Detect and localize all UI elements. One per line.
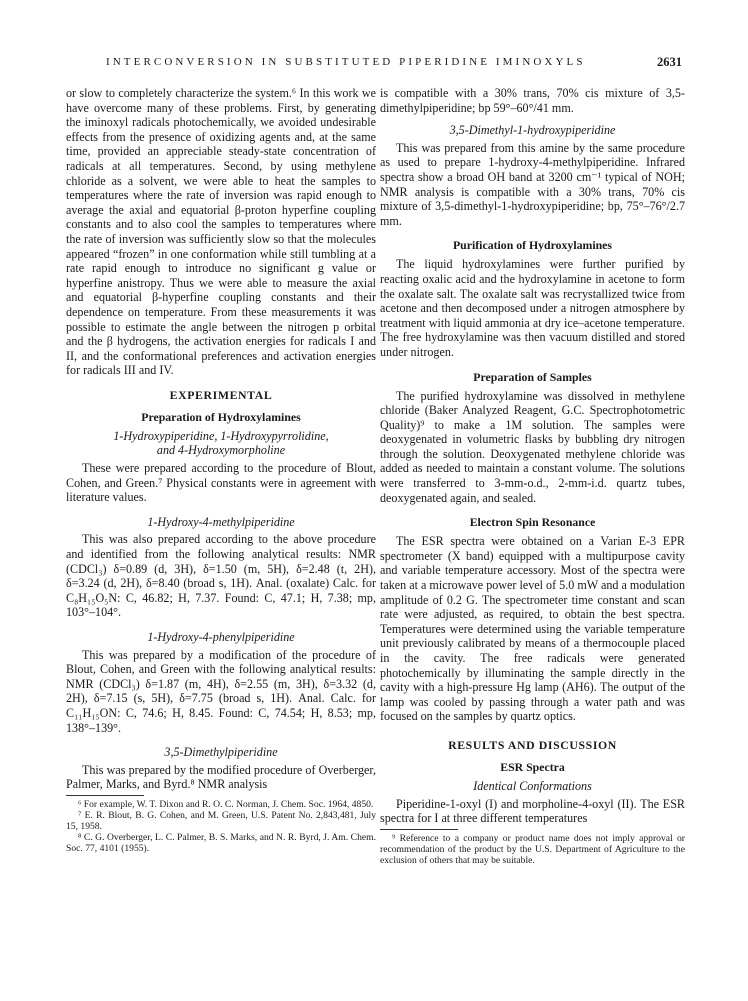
- paragraph: This was prepared by the modified procedure of Overberger, Palmer, Marks, and Byrd.⁸ NMR analysis: [66, 762, 376, 792]
- footnote: ⁹ Reference to a company or product name does not imply approval or recommendation of the product by the U.S. Department of Agriculture to the exclusion of others that may be suitable.: [380, 832, 685, 866]
- paragraph: This was also prepared according to the above procedure and identified from the following analytical results: NMR (CDCl₃) δ=0.89 (d, 3H), δ=1.50 (m, 5H), δ=2.48 (t, 2H), δ=3.24 (d, 2H), δ=8.40 (broad s, 1H). Anal. (oxalate) Calc. for C₈H₁₅O₅N: C, 46.82; H, 7.37. Found: C, 47.1; H, 7.38; mp, 103°–104°.: [66, 532, 376, 620]
- subsection-heading: Electron Spin Resonance: [469, 515, 596, 530]
- subsection-heading: Preparation of Samples: [473, 369, 592, 384]
- paragraph: This was prepared from this amine by the same procedure as used to prepare 1-hydroxy-4-methylpiperidine. Infrared spectra show a broad OH band at 3200 cm⁻¹ typical of NOH; NMR analysis is compatible with a 30% trans, 70% cis mixture of 3,5-dimethyl-1-hydroxypiperidine; bp, 75°–76°/2.7 mm.: [380, 140, 685, 228]
- paragraph: This was prepared by a modification of the procedure of Blout, Cohen, and Green with the following analytical results: NMR (CDCl₃) δ=1.87 (m, 4H), δ=2.55 (m, 3H), δ=3.32 (d, 2H), δ=7.15 (s, 5H), δ=7.75 (broad s, 1H). Anal. Calc. for C₁₁H₁₅ON: C, 74.6; H, 8.45. Found: C, 74.54; H, 8.53; mp, 138°–139°.: [66, 647, 376, 735]
- footnote: ⁸ C. G. Overberger, L. C. Palmer, B. S. Marks, and N. R. Byrd, J. Am. Chem. Soc. 77, 4101 (1955).: [66, 831, 376, 854]
- section-heading-results: RESULTS AND DISCUSSION: [448, 737, 617, 752]
- footnote-rule: [66, 795, 144, 796]
- paragraph: or slow to completely characterize the system.⁶ In this work we have overcome many of these problems. First, by generating the iminoxyl radicals photochemically, we avoided undesirable effects from the presence of oxidizing agents and, at the same time, provided an appreciable steady-state concentration of radicals at all temperatures. Second, by using methylene chloride as a solvent, we were able to heat the samples to temperatures where the rate of inversion was rapid enough to average the axial and equatorial β-proton hyperfine coupling constants and to also cool the samples to temperatures where the rate of inversion was sufficiently slow so that the molecules appeared “frozen” in one conformation while still tumbling at a rate rapid enough to introduce no significant g value or hyperfine anistropy. Thus we were able to measure the axial and equatorial β-hyperfine coupling constants and their dependence on temperature. From these measurements it was possible to estimate the angle between the nitrogen p orbital and the β hydrogens, the activation energies for radicals I and II, and the conformational preferences and activation energies for radicals III and IV.: [66, 86, 376, 378]
- running-head: [66, 56, 682, 72]
- paragraph: is compatible with a 30% trans, 70% cis mixture of 3,5-dimethylpiperidine; bp 59°–60°/41 mm.: [380, 86, 685, 115]
- right-column: [380, 86, 685, 866]
- compound-heading: 1-Hydroxy-4-phenylpiperidine: [147, 630, 295, 644]
- paragraph: The ESR spectra were obtained on a Varian E-3 EPR spectrometer (X band) equipped with a multipurpose cavity and variable temperature accessory. Most of the spectra were taken at a microwave power level of 5.0 mW and a modulation amplitude of 0.2 G. The spectrometer time constant and scan rate were adjusted, as required, to obtain the best spectra. Temperatures were determined using the variable temperature unit previously calibrated by means of a thermocouple placed in the cavity. The free radicals were generated photochemically by illuminating the sample directly in the cavity with a high-pressure Hg lamp (AH6). The output of the lamp was cooled by passing through a water path and was focused on the samples by quartz optics.: [380, 534, 685, 724]
- paragraph: The purified hydroxylamine was dissolved in methylene chloride (Baker Analyzed Reagent, G.C. Spectrophotometric Quality)⁹ to make a 1M solution. The samples were deoxygenated in volumetric flasks by bubbling dry nitrogen through the solution. Deoxygenated methylene chloride was added as needed to maintain a constant volume. The solutions were transferred to 3-mm-o.d., 2-mm-i.d. quartz tubes, deoxygenated again, and sealed.: [380, 388, 685, 505]
- compound-heading: 3,5-Dimethylpiperidine: [164, 745, 278, 760]
- running-title: INTERCONVERSION IN SUBSTITUTED PIPERIDINE IMINOXYLS: [106, 56, 586, 68]
- left-column: [66, 86, 376, 854]
- page-number: 2631: [657, 55, 682, 69]
- paragraph: The liquid hydroxylamines were further purified by reacting oxalic acid and the hydroxylamine in acetone to form the oxalate salt. The oxalate salt was recrystallized twice from acetone and then decomposed under a nitrogen atmosphere by treatment with liquid ammonia at dry ice–acetone temperature. The free hydroxylamine was then vacuum distilled and stored under nitrogen.: [380, 257, 685, 359]
- compound-heading: 1-Hydroxy-4-methylpiperidine: [147, 514, 295, 529]
- compound-heading: 1-Hydroxypiperidine, 1-Hydroxypyrrolidine,: [113, 428, 329, 443]
- footnote-rule: [380, 829, 458, 830]
- compound-heading: 3,5-Dimethyl-1-hydroxypiperidine: [449, 123, 616, 138]
- paragraph: These were prepared according to the procedure of Blout, Cohen, and Green.⁷ Physical constants were in agreement with literature values.: [66, 461, 376, 505]
- footnote: ⁷ E. R. Blout, B. G. Cohen, and M. Green, U.S. Patent No. 2,843,481, July 15, 1958.: [66, 809, 376, 832]
- subsection-heading: ESR Spectra: [500, 759, 565, 774]
- subsection-heading: Purification of Hydroxylamines: [452, 238, 613, 253]
- footnote: ⁶ For example, W. T. Dixon and R. O. C. Norman, J. Chem. Soc. 1964, 4850.: [78, 798, 374, 810]
- compound-heading: and 4-Hydroxymorpholine: [156, 443, 286, 458]
- section-heading-experimental: EXPERIMENTAL: [169, 387, 273, 402]
- subsubsection-heading: Identical Conformations: [473, 778, 592, 793]
- paragraph: Piperidine-1-oxyl (I) and morpholine-4-oxyl (II). The ESR spectra for I at three different temperatures: [380, 796, 685, 826]
- subsection-heading: Preparation of Hydroxylamines: [141, 409, 301, 424]
